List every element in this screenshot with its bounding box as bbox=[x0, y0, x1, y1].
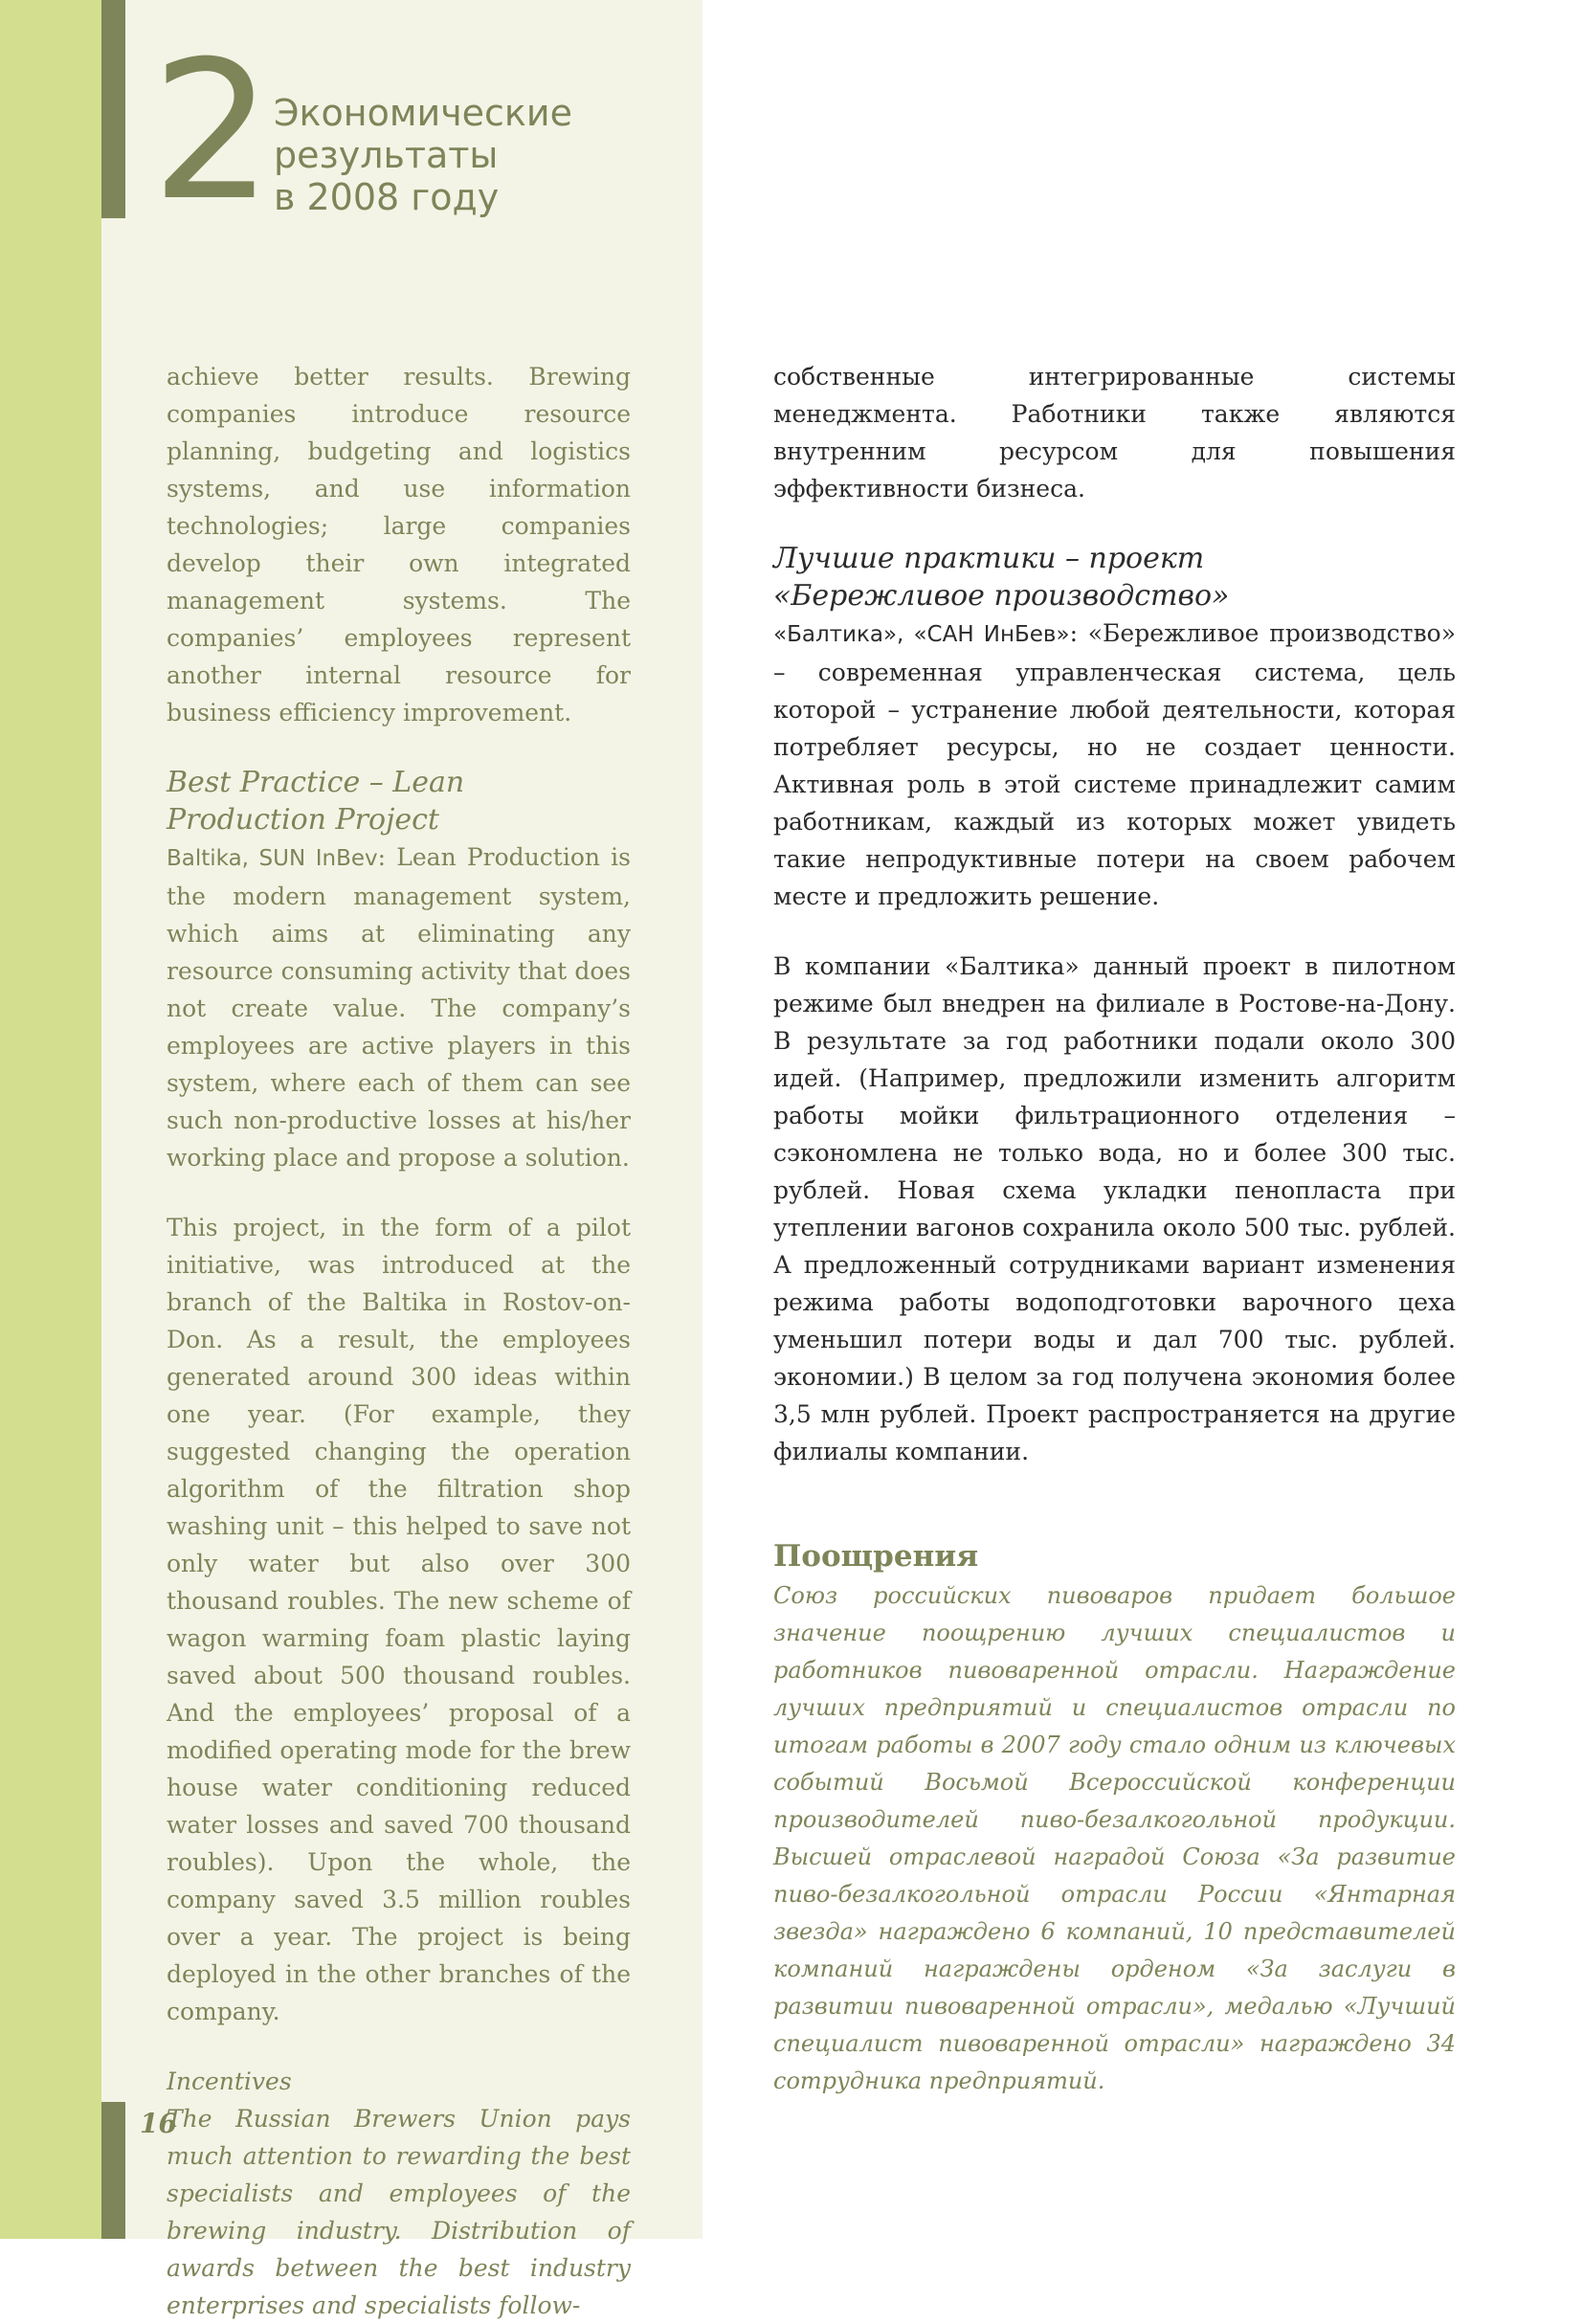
chapter-number: 2 bbox=[151, 20, 270, 243]
english-column bbox=[167, 358, 631, 2324]
russian-best-practice-heading-line-1: Лучшие практики – проект bbox=[773, 542, 1205, 575]
english-project-paragraph: This project, in the form of a pilot initiative, was introduced at the branch of the Baltika in Rostov-on-Don. As a result, the employees generated around 300 ideas within one year. (For example, they suggested changing the operation algorithm of the filtration shop washing unit – this helped to save not only water but also over 300 thousand roubles. The new scheme of wagon warming foam plastic laying saved about 500 thousand roubles. And the employees’ proposal of a modified operating mode for the brew house water conditioning reduced water losses and saved 700 thousand roubles). Upon the whole, the company saved 3.5 million roubles over a year. The project is being deployed in the other branches of the company. bbox=[167, 1214, 631, 2025]
page-number: 16 bbox=[140, 2108, 177, 2139]
english-best-practice-lead: Baltika, SUN InBev bbox=[167, 846, 378, 871]
english-incentives-heading: Incentives bbox=[167, 2067, 292, 2095]
russian-project-paragraph: В компании «Балтика» данный проект в пилотном режиме был внедрен на филиале в Ростове-на-Дону. В результате за год работники подали около 300 идей. (Например, предложили изменить алгоритм работы мойки фильтрационного отделения – сэкономлена не только вода, но и более 300 тыс. рублей. Новая схема укладки пенопласта при утеплении вагонов сохранила около 500 тыс. рублей. А предложенный сотрудниками вариант изменения режима работы водоподготовки варочного цеха уменьшил потери воды и дал 700 тыс. рублей. экономии.) В целом за год получена экономия более 3,5 млн рублей. Проект распространяется на другие филиалы компании. bbox=[773, 952, 1456, 1465]
page-number-accent-bar bbox=[101, 2102, 125, 2239]
english-intro-paragraph: achieve better results. Brewing companies introduce resource planning, budgeting and logistics systems, and use information technologies; large companies develop their own integrated management systems. The companies’ employees represent another internal resource for business efficiency improvement. bbox=[167, 363, 631, 726]
russian-incentives-paragraph: Союз российских пивоваров придает большое значение поощрению лучших специалистов и работников пивоваренной отрасли. Награждение лучших предприятий и специалистов отрасли по итогам работы в 2007 году стало одним из ключевых событий Восьмой Всероссийской конференции производителей пиво-безалкогольной продукции. Высшей отраслевой наградой Союза «За развитие пиво-безалкогольной отрасли России «Янтарная звезда» награждено 6 компаний, 10 представителей компаний награждены орденом «За заслуги в развитии пивоваренной отрасли», медалью «Лучший специалист пивоваренной отрасли» награждено 34 сотрудника предприятий. bbox=[773, 1582, 1456, 2094]
russian-best-practice-text: : «Бережливое производство» – современная управленческая система, цель которой – устранение любой деятельности, которая потребляет ресурсы, но не создает ценности. Активная роль в этой системе принадлежит самим работникам, каждый из которых может увидеть такие непродуктивные потери на своем рабочем месте и предложить решение. bbox=[773, 619, 1456, 910]
english-best-practice-heading: Best Practice – Lean Production Project bbox=[167, 766, 465, 837]
chapter-title-line-1: Экономические bbox=[274, 92, 572, 134]
chapter-title-line-2: результаты bbox=[274, 134, 499, 176]
english-best-practice-paragraph bbox=[167, 838, 631, 1176]
russian-intro-paragraph: собственные интегрированные системы менеджмента. Работники также являются внутренним ресурсом для повышения эффективности бизнеса. bbox=[773, 363, 1456, 503]
left-color-strip bbox=[0, 0, 101, 2239]
english-incentives-paragraph: The Russian Brewers Union pays much attention to rewarding the best specialists and employees of the brewing industry. Distribution of awards between the best industry enterprises and specialists follow- bbox=[167, 2105, 631, 2319]
chapter-accent-bar bbox=[101, 0, 125, 218]
russian-best-practice-lead: «Балтика», «САН ИнБев» bbox=[773, 622, 1070, 647]
chapter-title-line-3: в 2008 году bbox=[274, 176, 500, 218]
russian-column bbox=[773, 358, 1456, 2100]
russian-best-practice-heading-line-2: «Бережливое производство» bbox=[773, 579, 1230, 613]
chapter-title bbox=[274, 92, 572, 218]
russian-best-practice-paragraph bbox=[773, 615, 1456, 915]
russian-incentives-heading: Поощрения bbox=[773, 1539, 979, 1574]
english-best-practice-text: : Lean Production is the modern management system, which aims at eliminating any resource consuming activity that does not create value. The company’s employees are active players in this system, where each of them can see such non-productive losses at his/her working place and propose a solution. bbox=[167, 843, 632, 1172]
